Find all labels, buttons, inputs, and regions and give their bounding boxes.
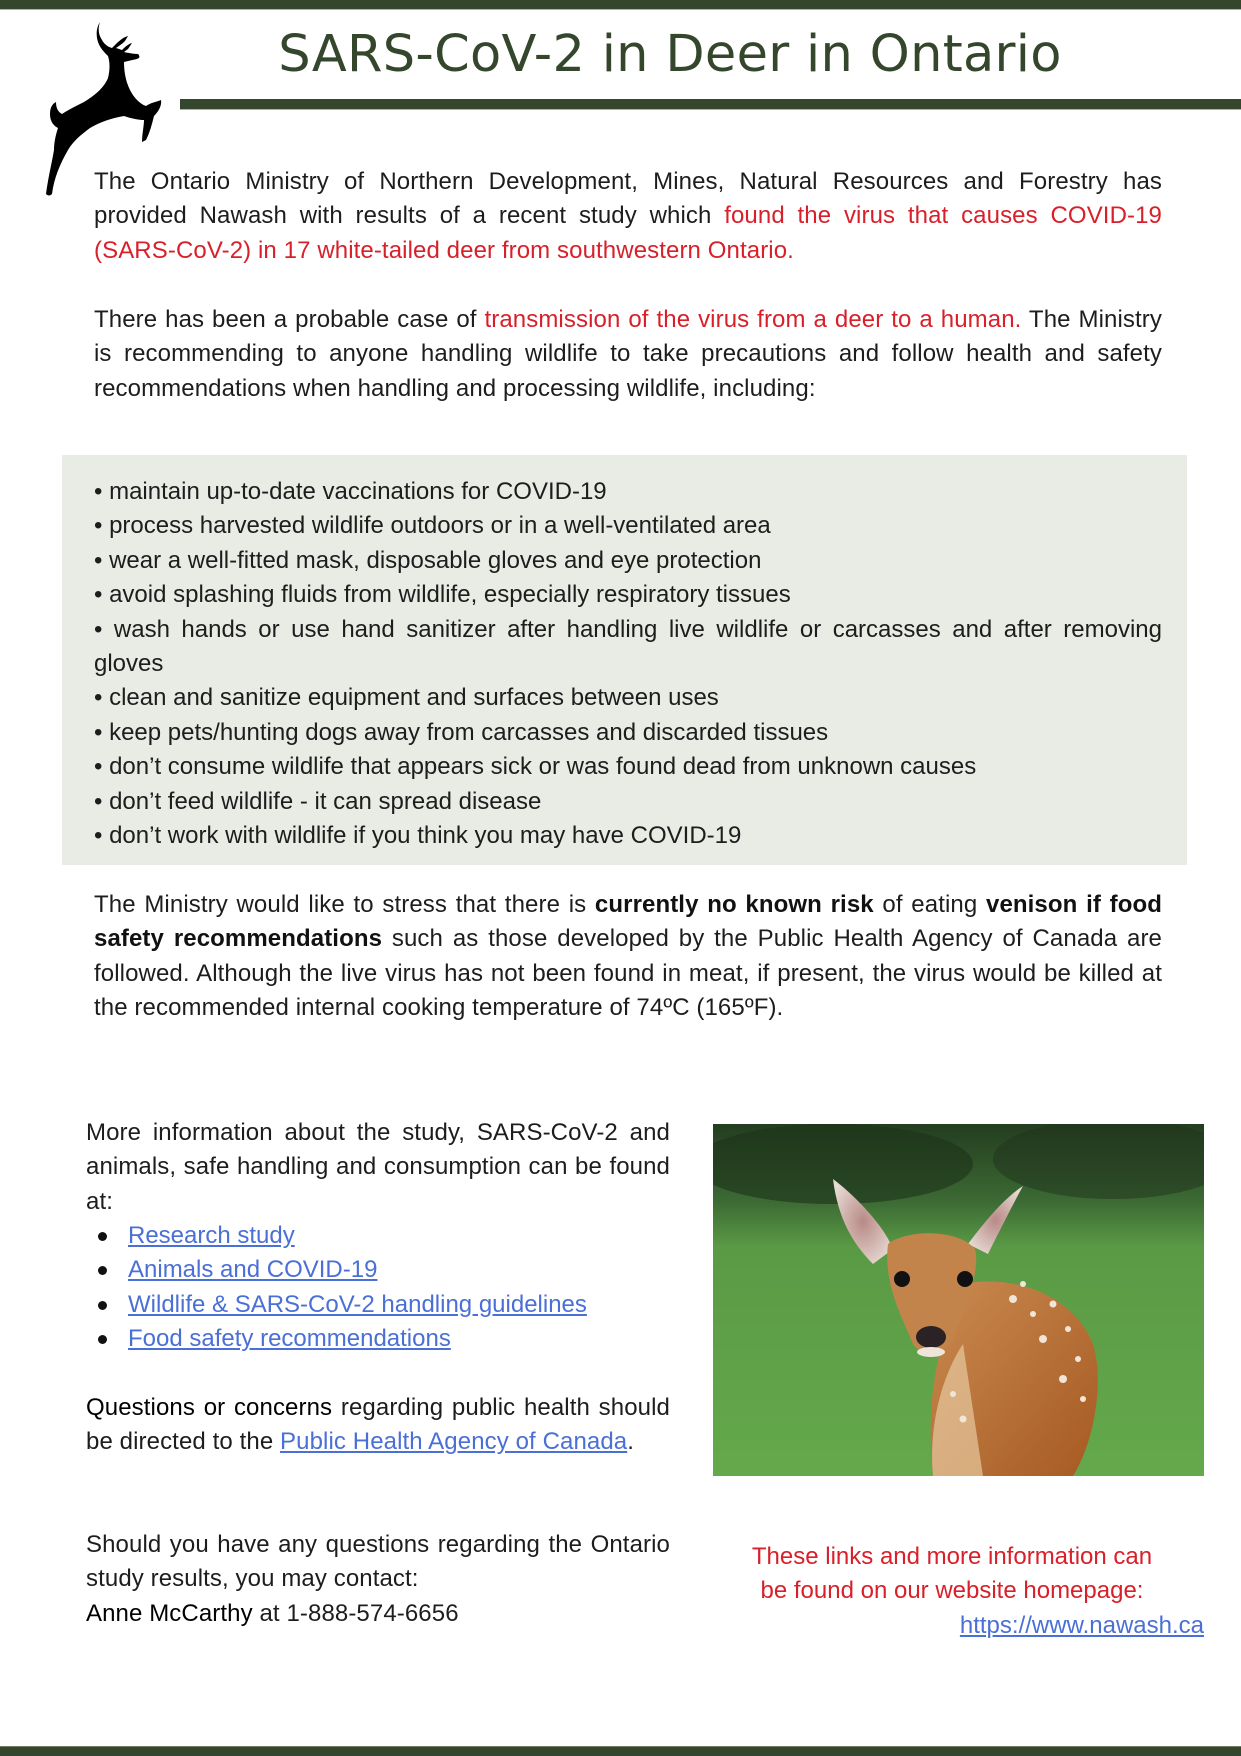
venison-text: The Ministry would like to stress that there is xyxy=(94,891,595,918)
nawash-website-link[interactable]: https://www.nawash.ca xyxy=(959,1611,1204,1639)
intro-text: The Ontario Ministry of Northern Development, Mines, Natural Resources and Forestry has provided Nawash with results of a recent study which xyxy=(94,168,1162,230)
questions-end: . xyxy=(627,1428,635,1456)
recommendation-item: • maintain up-to-date vaccinations for COVID-19 xyxy=(94,478,607,505)
top-border-bar xyxy=(0,0,1241,10)
website-note-line2: be found on our website homepage: xyxy=(760,1577,1144,1605)
food-safety-link[interactable]: Food safety recommendations xyxy=(128,1325,451,1353)
venison-text: such as those developed by the Public Health Agency of Canada are followed. Although the live virus has not been found in meat, if present, the virus would be killed at the recommended internal cooking temperature of 74ºC (165ºF). xyxy=(94,925,1162,1022)
venison-text: of eating xyxy=(873,891,986,918)
contact-name: Anne McCarthy xyxy=(86,1599,253,1627)
fawn-image xyxy=(713,1124,1204,1476)
website-note-line1: These links and more information can xyxy=(751,1543,1153,1570)
resource-links-list xyxy=(86,1219,686,1357)
animals-covid-link[interactable]: Animals and COVID-19 xyxy=(128,1256,378,1284)
contact-paragraph xyxy=(86,1528,670,1631)
recommendation-item: • clean and sanitize equipment and surfaces between uses xyxy=(94,684,719,712)
questions-bold: Questions or concerns xyxy=(86,1394,333,1421)
questions-paragraph xyxy=(86,1391,670,1460)
fawn-photo xyxy=(713,1124,1204,1476)
questions-text: regarding public health should be directed to the xyxy=(86,1394,671,1456)
recommendations-box xyxy=(62,455,1187,865)
bullet-icon xyxy=(98,1266,107,1275)
page-title: SARS-CoV-2 in Deer in Ontario xyxy=(278,25,1062,84)
transmission-text-after: The Ministry is recommending to anyone handling wildlife to take precautions and follow health and safety recommendations when handling and processing wildlife, including: xyxy=(94,306,1162,402)
resource-link-item xyxy=(86,1219,686,1253)
transmission-highlight: transmission of the virus from a deer to a human. xyxy=(484,306,1022,333)
venison-bold-recommendations: venison if food safety recommendations xyxy=(94,891,1163,953)
resource-link-item xyxy=(86,1322,686,1356)
contact-phone: at 1-888-574-6656 xyxy=(252,1599,459,1627)
contact-text: Should you have any questions regarding the Ontario study results, you may contact: xyxy=(86,1531,670,1593)
venison-paragraph xyxy=(94,888,1162,1026)
resource-link-item xyxy=(86,1253,686,1287)
transmission-paragraph xyxy=(94,303,1162,406)
bullet-icon xyxy=(98,1232,107,1241)
title-underline-rule xyxy=(180,99,1241,110)
recommendation-item: • don’t work with wildlife if you think you may have COVID-19 xyxy=(94,822,742,850)
resource-link-item xyxy=(86,1288,686,1322)
intro-highlight: found the virus that causes COVID-19 (SARS-CoV-2) in 17 white-tailed deer from southwestern Ontario. xyxy=(94,202,1162,264)
intro-paragraph xyxy=(94,165,1162,268)
venison-bold-risk: currently no known risk xyxy=(594,891,874,918)
phac-link[interactable]: Public Health Agency of Canada xyxy=(280,1428,628,1456)
recommendation-item: • keep pets/hunting dogs away from carcasses and discarded tissues xyxy=(94,718,829,746)
recommendation-item: • process harvested wildlife outdoors or in a well-ventilated area xyxy=(94,512,771,540)
recommendation-item: • don’t feed wildlife - it can spread disease xyxy=(94,787,542,815)
more-info-paragraph: More information about the study, SARS-CoV-2 and animals, safe handling and consumption can be found at: xyxy=(86,1119,670,1215)
recommendation-item: • avoid splashing fluids from wildlife, especially respiratory tissues xyxy=(94,581,791,609)
website-note xyxy=(700,1540,1204,1643)
recommendations-list xyxy=(94,475,1162,853)
transmission-text: There has been a probable case of xyxy=(94,306,485,333)
recommendation-item: • don’t consume wildlife that appears sick or was found dead from unknown causes xyxy=(94,753,977,781)
recommendation-item: • wash hands or use hand sanitizer after handling live wildlife or carcasses and after removing gloves xyxy=(94,615,1162,678)
bullet-icon xyxy=(98,1301,107,1310)
bullet-icon xyxy=(98,1335,107,1344)
handling-guidelines-link[interactable]: Wildlife & SARS-CoV-2 handling guidelines xyxy=(128,1290,587,1318)
research-study-link[interactable]: Research study xyxy=(128,1222,295,1249)
recommendation-item: • wear a well-fitted mask, disposable gloves and eye protection xyxy=(94,546,762,574)
